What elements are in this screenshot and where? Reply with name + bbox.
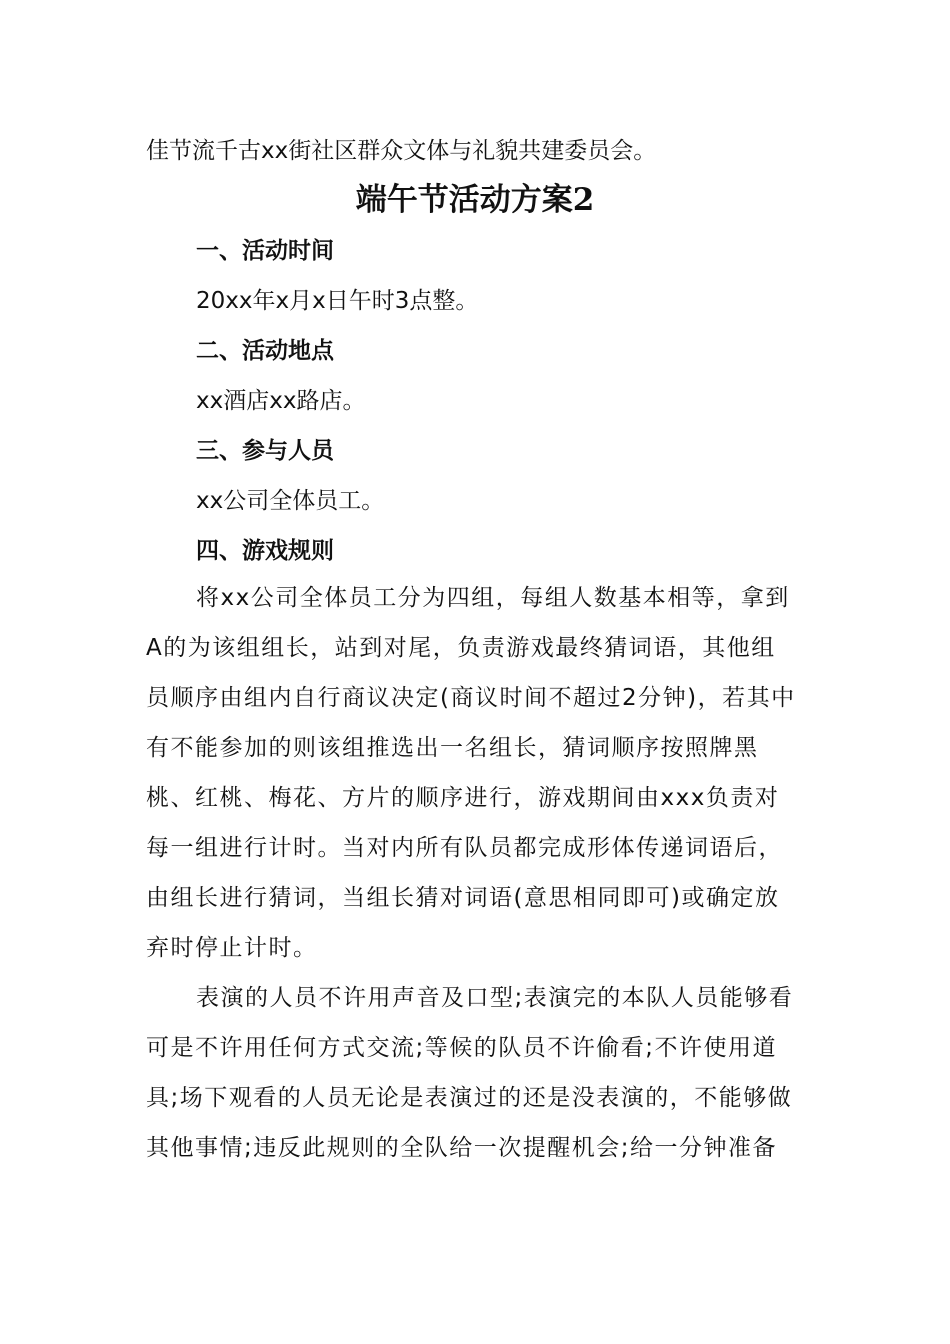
- continued-text-line: 佳节流千古xx街社区群众文体与礼貌共建委员会。: [146, 138, 657, 164]
- document-title: 端午节活动方案2: [355, 182, 595, 218]
- rules-paragraph-1: 将xx公司全体员工分为四组，每组人数基本相等，拿到A的为该组组长，站到对尾，负责游戏最终猜词语，其他组员顺序由组内自行商议决定(商议时间不超过2分钟)，若其中有不能参加的则该组推选出一名组长，猜词顺序按照牌黑桃、红桃、梅花、方片的顺序进行，游戏期间由xxx负责对每一组进行计时。当对内所有队员都完成形体传递词语后，由组长进行猜词，当组长猜对词语(意思相同即可)或确定放弃时停止计时。: [146, 585, 796, 961]
- section-text-participants: xx公司全体员工。: [196, 488, 385, 514]
- section-text-time: 20xx年x月x日午时3点整。: [196, 288, 479, 314]
- section-heading-participants: 三、参与人员: [196, 438, 334, 464]
- section-heading-location: 二、活动地点: [196, 338, 334, 364]
- section-heading-rules: 四、游戏规则: [196, 538, 334, 564]
- rules-paragraph-2: 表演的人员不许用声音及口型;表演完的本队人员能够看可是不许用任何方式交流;等候的队员不许偷看;不许使用道具;场下观看的人员无论是表演过的还是没表演的，不能够做其他事情;违反此规则的全队给一次提醒机会;给一分钟准备: [146, 985, 794, 1161]
- section-text-location: xx酒店xx路店。: [196, 388, 366, 414]
- section-heading-time: 一、活动时间: [196, 238, 334, 264]
